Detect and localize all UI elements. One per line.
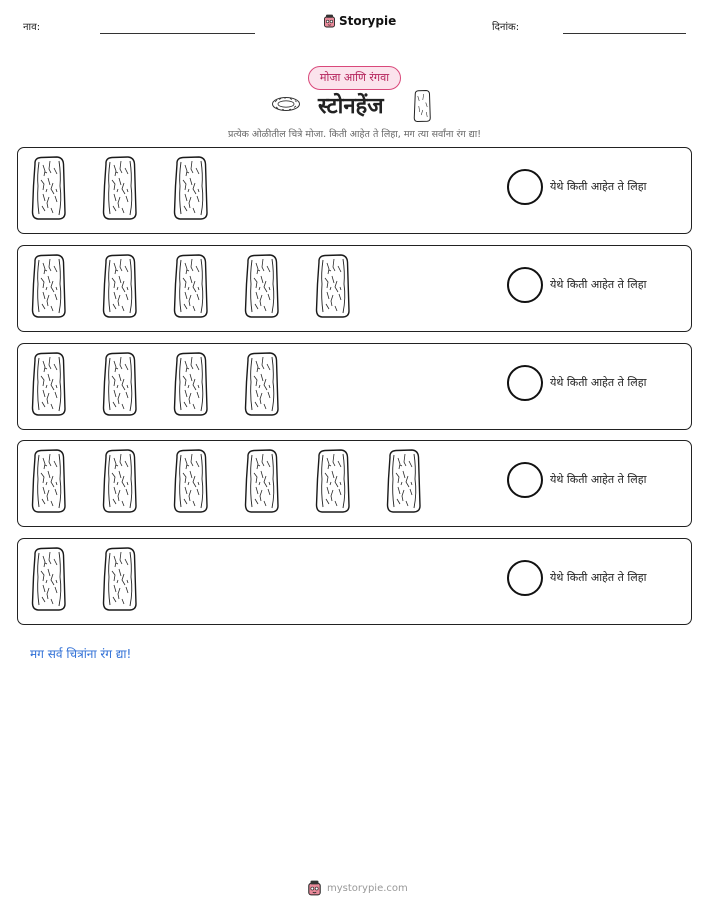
count-row-4 (17, 440, 692, 527)
site-url[interactable]: mystorypie.com (327, 882, 408, 894)
count-row-3 (17, 343, 692, 430)
storypie-mascot-icon (323, 14, 336, 28)
standing-stone-icon (30, 254, 67, 318)
page-title: स्टोनहेंज (318, 94, 384, 119)
standing-stone-icon (314, 449, 351, 513)
name-line[interactable] (100, 33, 255, 34)
activity-badge: मोजा आणि रंगवा (308, 66, 401, 90)
instructions: प्रत्येक ओळीतील चित्रे मोजा. किती आहेत ते लिहा, मग त्या सर्वांना रंग द्या! (227, 129, 482, 140)
standing-stone-icon (314, 254, 351, 318)
answer-label: येथे किती आहेत ते लिहा (550, 376, 647, 389)
standing-stone-icon (101, 352, 138, 416)
count-row-1 (17, 147, 692, 234)
answer-circle[interactable] (507, 365, 543, 401)
storypie-logo (323, 14, 396, 28)
answer-circle[interactable] (507, 560, 543, 596)
standing-stone-icon (385, 449, 422, 513)
answer-circle[interactable] (507, 462, 543, 498)
standing-stone-icon (30, 352, 67, 416)
site-footer (307, 880, 408, 896)
standing-stone-icon (172, 254, 209, 318)
answer-label: येथे किती आहेत ते लिहा (550, 473, 647, 486)
closing-note: मग सर्व चित्रांना रंग द्या! (30, 647, 132, 661)
standing-stone-icon (412, 90, 432, 122)
stone-circle-icon (271, 96, 301, 112)
standing-stone-icon (172, 449, 209, 513)
standing-stone-icon (101, 547, 138, 611)
standing-stone-icon (101, 156, 138, 220)
storypie-mascot-icon (307, 880, 322, 896)
date-label: दिनांक: (492, 22, 520, 33)
standing-stone-icon (243, 449, 280, 513)
answer-circle[interactable] (507, 169, 543, 205)
answer-label: येथे किती आहेत ते लिहा (550, 278, 647, 291)
brand-name: Storypie (339, 14, 397, 28)
answer-label: येथे किती आहेत ते लिहा (550, 180, 647, 193)
standing-stone-icon (101, 254, 138, 318)
count-row-5 (17, 538, 692, 625)
name-label: नाव: (23, 22, 41, 33)
standing-stone-icon (30, 156, 67, 220)
date-line[interactable] (563, 33, 686, 34)
count-row-2 (17, 245, 692, 332)
standing-stone-icon (172, 156, 209, 220)
standing-stone-icon (243, 352, 280, 416)
answer-circle[interactable] (507, 267, 543, 303)
standing-stone-icon (101, 449, 138, 513)
standing-stone-icon (30, 547, 67, 611)
title-row (0, 90, 709, 124)
answer-label: येथे किती आहेत ते लिहा (550, 571, 647, 584)
standing-stone-icon (30, 449, 67, 513)
standing-stone-icon (172, 352, 209, 416)
standing-stone-icon (243, 254, 280, 318)
